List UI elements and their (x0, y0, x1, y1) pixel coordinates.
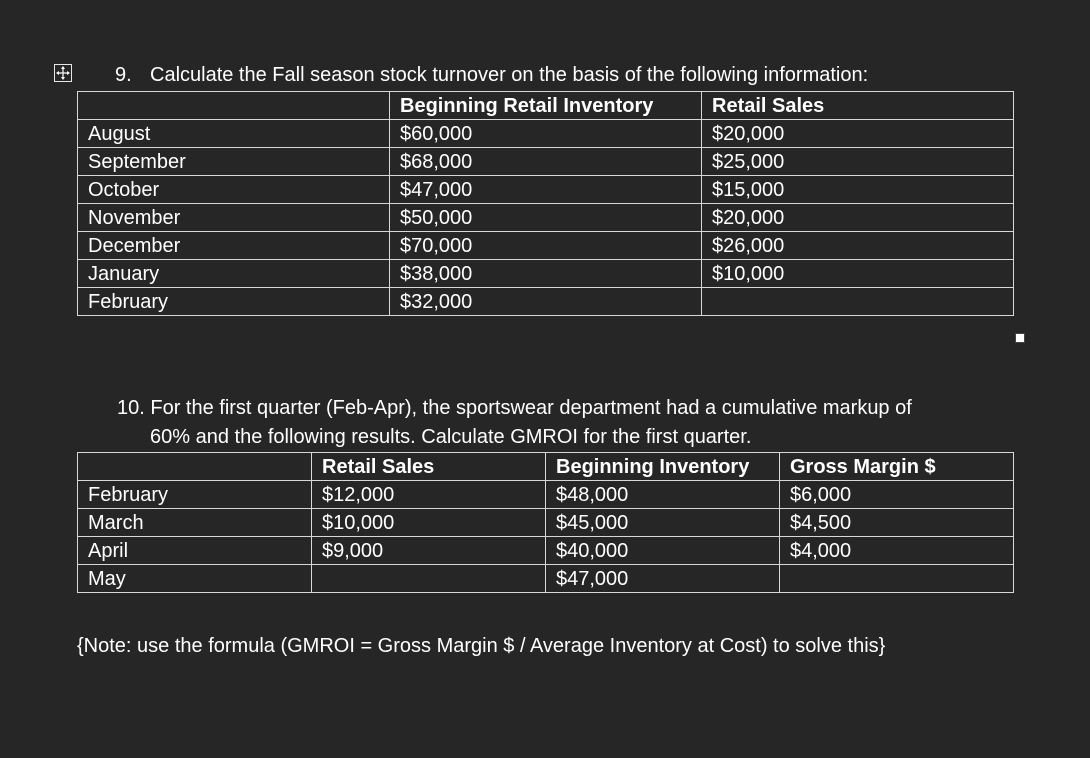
sales-cell[interactable] (702, 288, 1014, 316)
header-cell[interactable]: Gross Margin $ (780, 453, 1014, 481)
inventory-cell[interactable]: $70,000 (390, 232, 702, 260)
header-cell[interactable] (78, 92, 390, 120)
month-cell[interactable]: April (78, 537, 312, 565)
table-row (78, 537, 1014, 565)
table-resize-handle[interactable] (1015, 333, 1025, 343)
gmroi-table (77, 452, 1014, 593)
gross-margin-cell[interactable]: $4,000 (780, 537, 1014, 565)
month-cell[interactable]: May (78, 565, 312, 593)
month-cell[interactable]: February (78, 481, 312, 509)
sales-cell[interactable]: $20,000 (702, 120, 1014, 148)
beginning-inventory-cell[interactable]: $47,000 (546, 565, 780, 593)
formula-note: {Note: use the formula (GMROI = Gross Margin $ / Average Inventory at Cost) to solve this} (77, 635, 886, 657)
table-row (78, 176, 1014, 204)
month-cell[interactable]: March (78, 509, 312, 537)
move-arrows-icon (56, 66, 70, 80)
table-row (78, 148, 1014, 176)
question-10-text-line1: 10. For the first quarter (Feb-Apr), the sportswear department had a cumulative markup of (117, 397, 912, 419)
table-header-row (78, 453, 1014, 481)
inventory-cell[interactable]: $38,000 (390, 260, 702, 288)
table-header-row (78, 92, 1014, 120)
header-cell[interactable]: Retail Sales (702, 92, 1014, 120)
retail-sales-cell[interactable]: $10,000 (312, 509, 546, 537)
question-10-text-line2: 60% and the following results. Calculate GMROI for the first quarter. (150, 426, 752, 448)
header-cell[interactable] (78, 453, 312, 481)
sales-cell[interactable]: $25,000 (702, 148, 1014, 176)
sales-cell[interactable]: $10,000 (702, 260, 1014, 288)
inventory-cell[interactable]: $60,000 (390, 120, 702, 148)
table-move-handle[interactable] (54, 64, 72, 82)
table-row (78, 204, 1014, 232)
table-row (78, 288, 1014, 316)
inventory-cell[interactable]: $68,000 (390, 148, 702, 176)
retail-sales-cell[interactable]: $9,000 (312, 537, 546, 565)
gross-margin-cell[interactable] (780, 565, 1014, 593)
sales-cell[interactable]: $15,000 (702, 176, 1014, 204)
month-cell[interactable]: October (78, 176, 390, 204)
beginning-inventory-cell[interactable]: $45,000 (546, 509, 780, 537)
retail-sales-cell[interactable]: $12,000 (312, 481, 546, 509)
table-row (78, 565, 1014, 593)
inventory-table (77, 91, 1014, 316)
month-cell[interactable]: December (78, 232, 390, 260)
beginning-inventory-cell[interactable]: $48,000 (546, 481, 780, 509)
sales-cell[interactable]: $26,000 (702, 232, 1014, 260)
month-cell[interactable]: February (78, 288, 390, 316)
inventory-cell[interactable]: $32,000 (390, 288, 702, 316)
inventory-cell[interactable]: $50,000 (390, 204, 702, 232)
header-cell[interactable]: Beginning Inventory (546, 453, 780, 481)
retail-sales-cell[interactable] (312, 565, 546, 593)
header-cell[interactable]: Beginning Retail Inventory (390, 92, 702, 120)
table-row (78, 232, 1014, 260)
beginning-inventory-cell[interactable]: $40,000 (546, 537, 780, 565)
month-cell[interactable]: August (78, 120, 390, 148)
month-cell[interactable]: November (78, 204, 390, 232)
table-row (78, 120, 1014, 148)
header-cell[interactable]: Retail Sales (312, 453, 546, 481)
table-row (78, 260, 1014, 288)
table-row (78, 481, 1014, 509)
month-cell[interactable]: September (78, 148, 390, 176)
question-9-text: Calculate the Fall season stock turnover on the basis of the following information: (150, 64, 869, 86)
inventory-cell[interactable]: $47,000 (390, 176, 702, 204)
month-cell[interactable]: January (78, 260, 390, 288)
gross-margin-cell[interactable]: $6,000 (780, 481, 1014, 509)
gross-margin-cell[interactable]: $4,500 (780, 509, 1014, 537)
table-row (78, 509, 1014, 537)
sales-cell[interactable]: $20,000 (702, 204, 1014, 232)
question-9-number: 9. (115, 64, 132, 86)
